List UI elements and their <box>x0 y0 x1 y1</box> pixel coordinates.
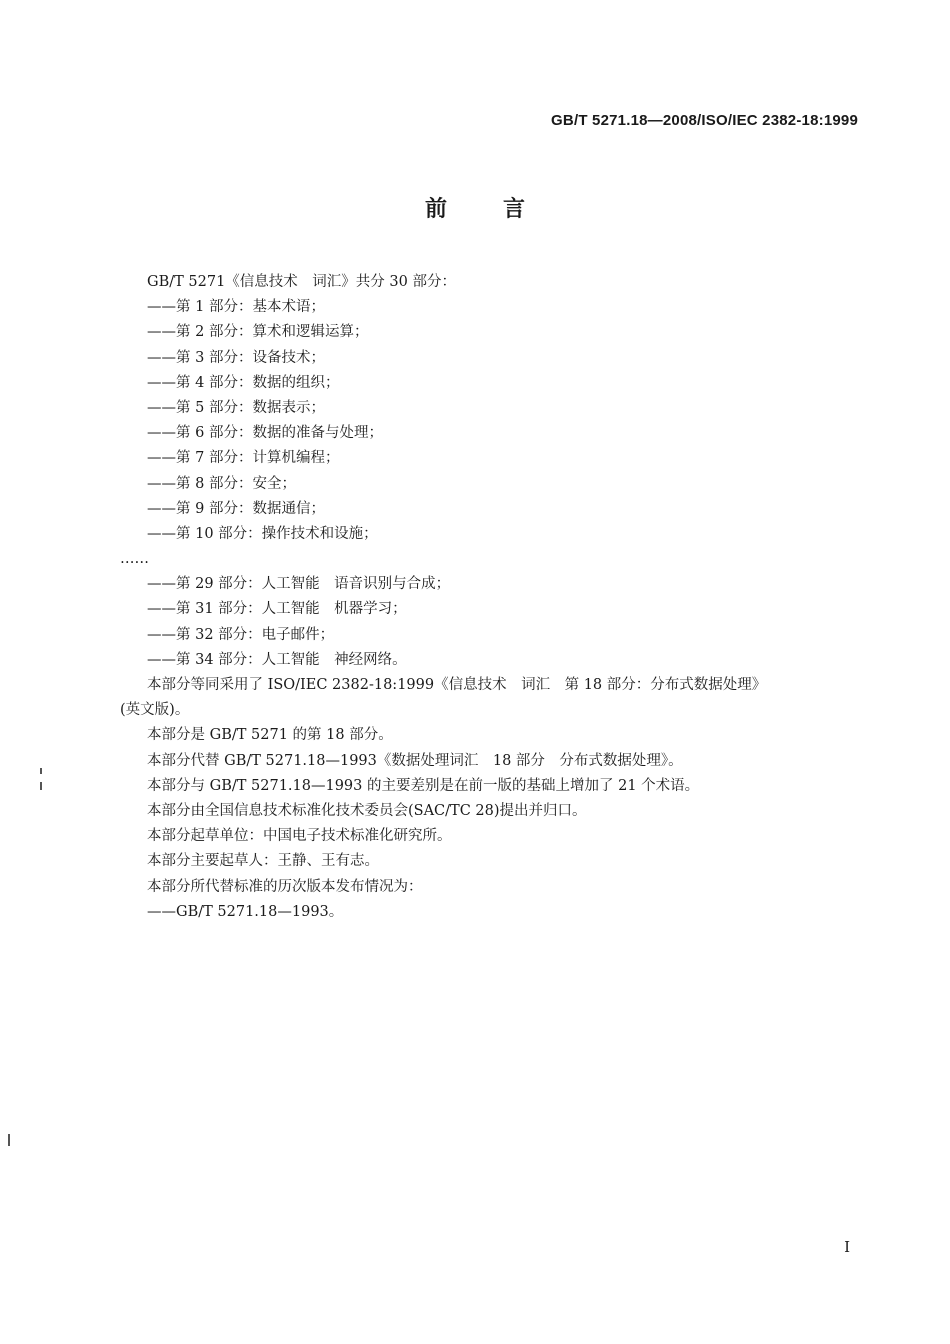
history-item: ——GB/T 5271.18—1993。 <box>147 903 344 920</box>
part-item: ——第 3 部分：设备技术； <box>147 349 325 366</box>
page-number: I <box>844 1238 850 1256</box>
page-title: 前言 <box>424 197 581 222</box>
part-item: ——第 6 部分：数据的准备与处理； <box>147 425 383 442</box>
statement-paragraph: 本部分所代替标准的历次版本发布情况为： <box>147 878 423 895</box>
part-item: ——第 34 部分：人工智能 神经网络。 <box>147 651 407 668</box>
part-item: ——第 31 部分：人工智能 机器学习； <box>147 601 407 618</box>
part-item: ——第 7 部分：计算机编程； <box>147 450 340 467</box>
part-item: ——第 8 部分：安全； <box>147 475 296 492</box>
ellipsis: …… <box>120 551 149 568</box>
statement-paragraph: 本部分与 GB/T 5271.18—1993 的主要差别是在前一版的基础上增加了 21 个术语。 <box>147 777 700 794</box>
foreword-body <box>120 270 880 925</box>
part-item: ——第 2 部分：算术和逻辑运算； <box>147 324 369 341</box>
part-item: ——第 5 部分：数据表示； <box>147 399 325 416</box>
statement-paragraph: 本部分由全国信息技术标准化技术委员会(SAC/TC 28)提出并归口。 <box>147 802 587 819</box>
part-item: ——第 10 部分：操作技术和设施； <box>147 525 378 542</box>
part-item: ——第 1 部分：基本术语； <box>147 299 325 316</box>
statement-paragraph: 本部分起草单位：中国电子技术标准化研究所。 <box>147 828 452 845</box>
scan-mark <box>40 782 42 790</box>
intro-paragraph: GB/T 5271《信息技术 词汇》共分 30 部分： <box>147 274 456 290</box>
scan-mark <box>40 768 42 774</box>
standard-code: GB/T 5271.18—2008/ISO/IEC 2382-18:1999 <box>551 112 858 129</box>
scan-mark <box>8 1134 10 1146</box>
adoption-paragraph-continued: (英文版)。 <box>120 702 190 719</box>
part-item: ——第 32 部分：电子邮件； <box>147 626 335 643</box>
statement-paragraph: 本部分代替 GB/T 5271.18—1993《数据处理词汇 18 部分 分布式数据处理》。 <box>147 752 683 769</box>
part-item: ——第 29 部分：人工智能 语音识别与合成； <box>147 576 451 593</box>
statement-paragraph: 本部分是 GB/T 5271 的第 18 部分。 <box>147 727 393 744</box>
part-item: ——第 4 部分：数据的组织； <box>147 374 340 391</box>
adoption-paragraph: 本部分等同采用了 ISO/IEC 2382-18:1999《信息技术 词汇 第 18 部分：分布式数据处理》 <box>147 677 767 693</box>
part-item: ——第 9 部分：数据通信； <box>147 500 325 517</box>
statement-paragraph: 本部分主要起草人：王静、王有志。 <box>147 853 379 870</box>
